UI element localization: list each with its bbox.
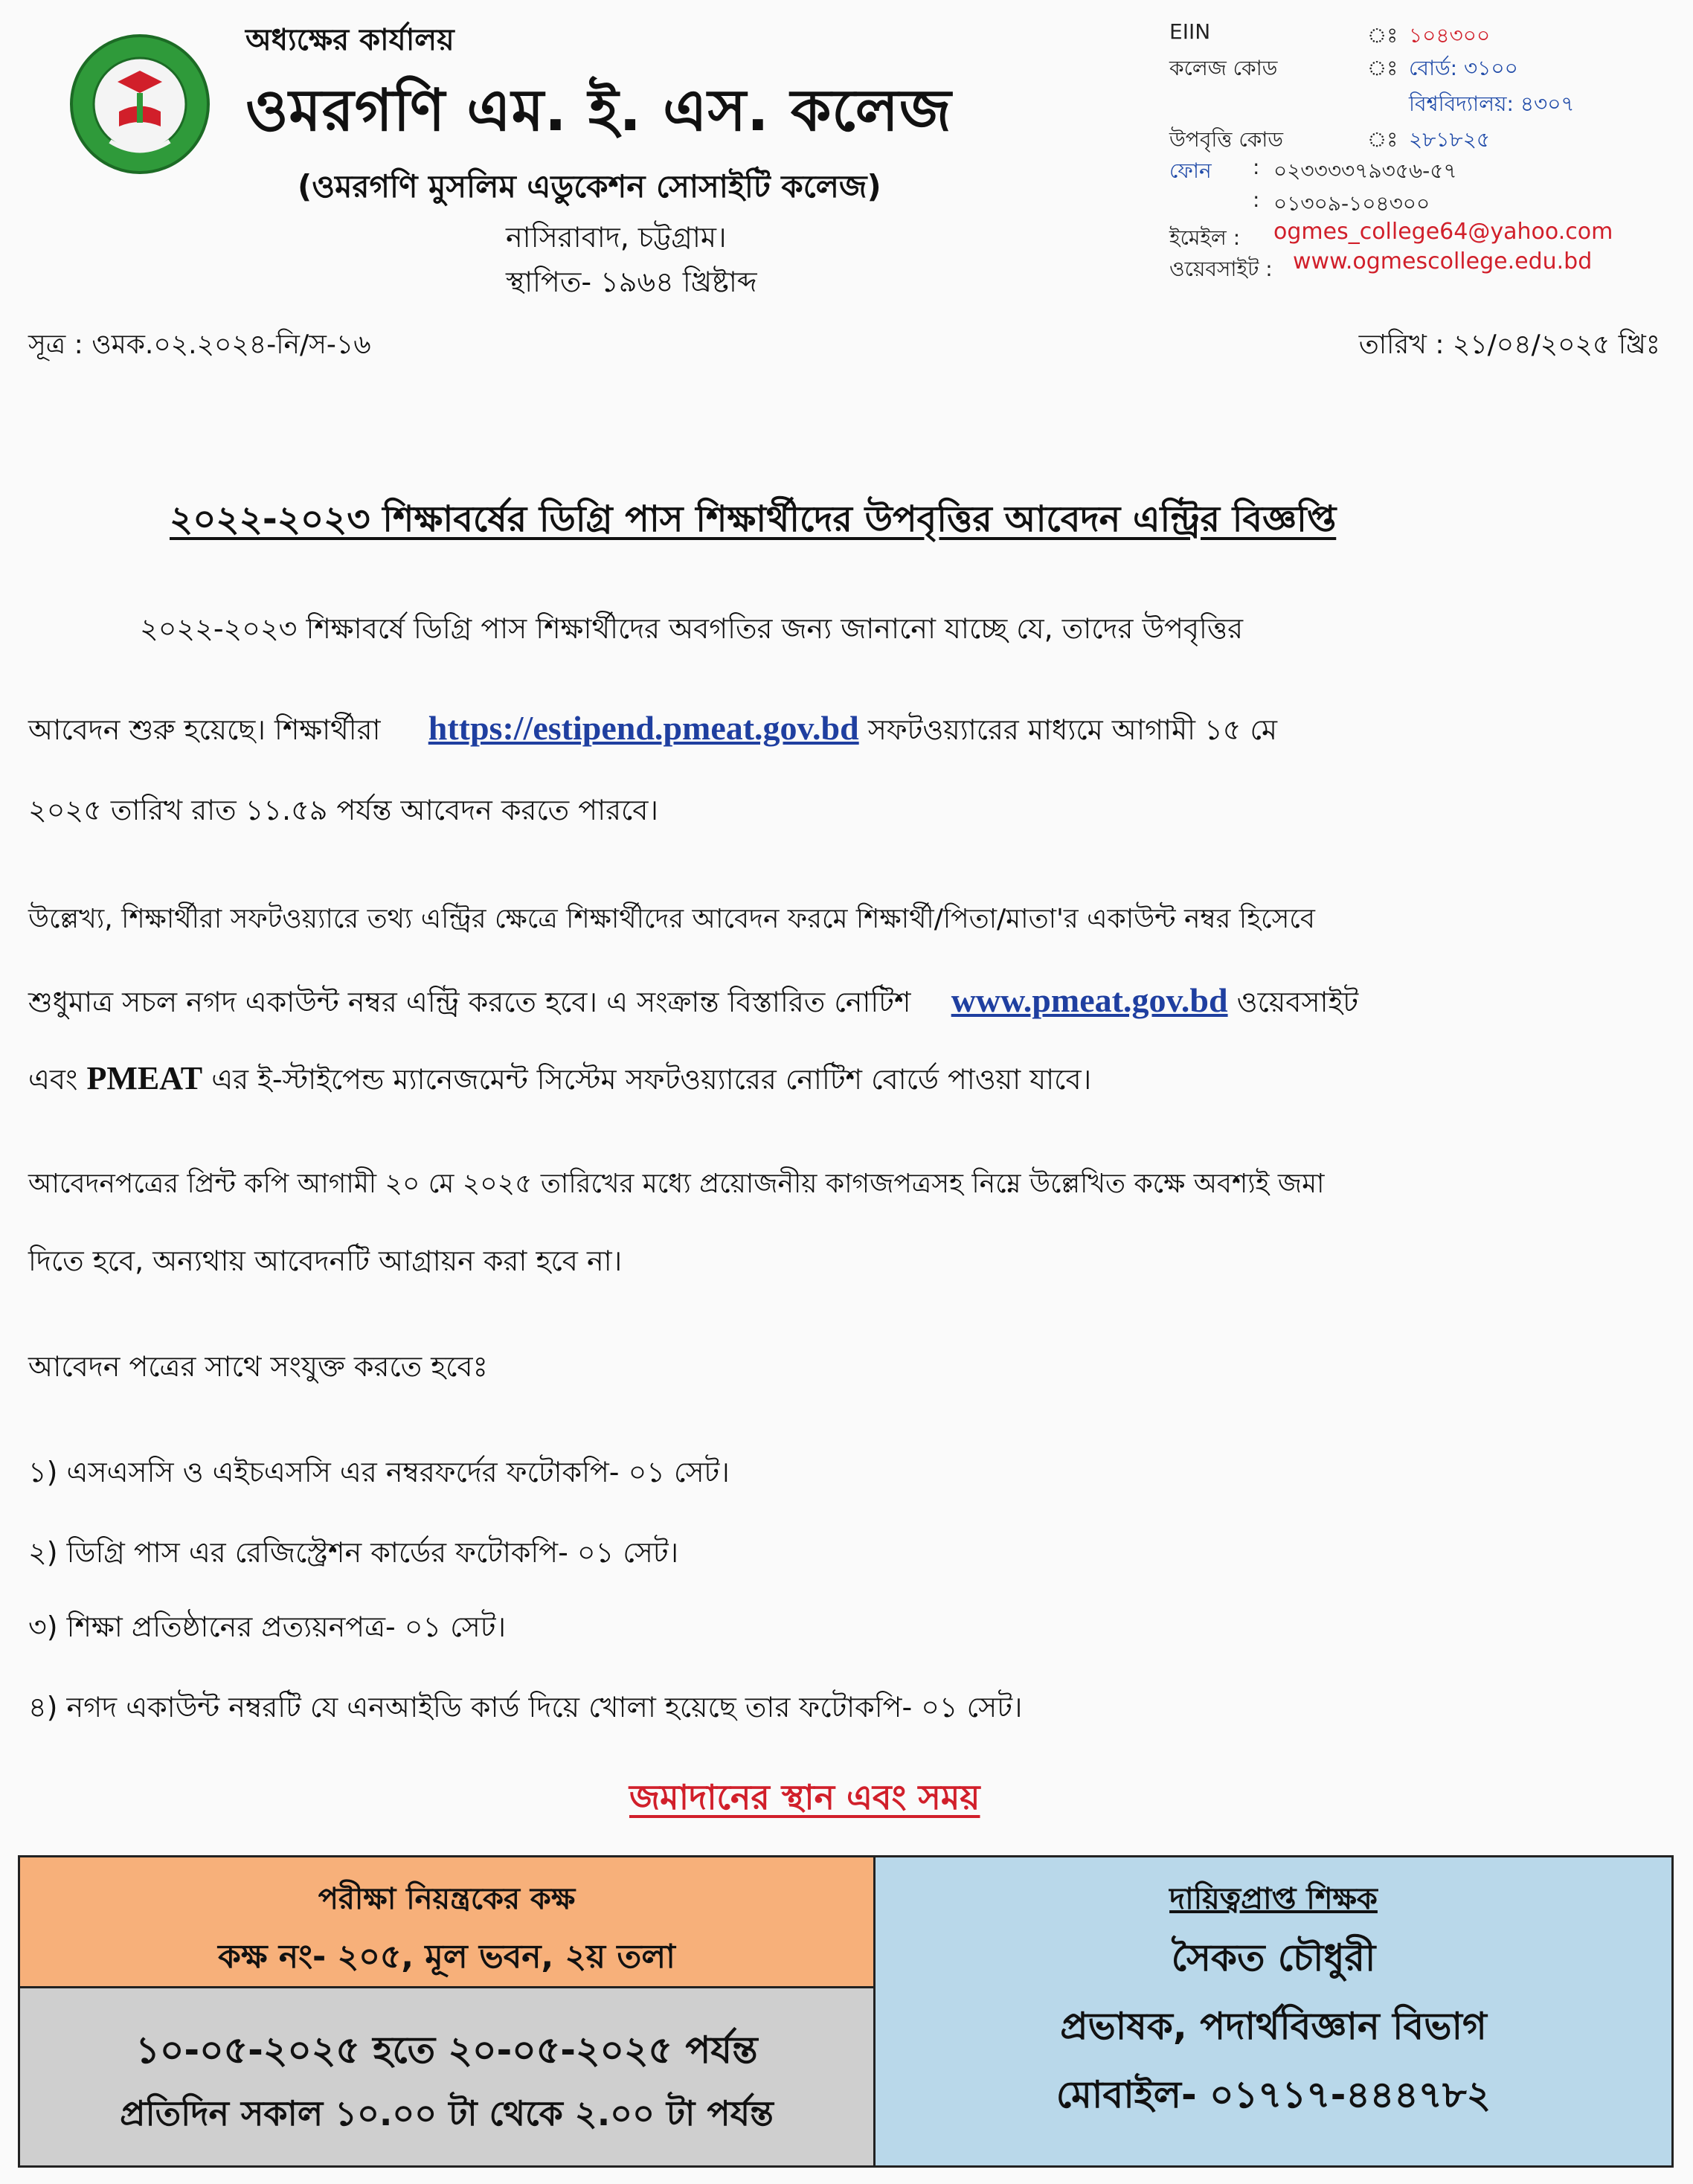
email-link[interactable]: ogmes_college64@yahoo.com: [1273, 219, 1613, 245]
teacher-name: সৈকত চৌধুরী: [1171, 1936, 1376, 1979]
paragraph-line: আবেদনপত্রের প্রিন্ট কপি আগামী ২০ মে ২০২৫ তারিখের মধ্যে প্রয়োজনীয় কাগজপত্রসহ নিম্নে উল্লেখিত কক্ষে অবশ্যই জমা: [28, 1169, 1325, 1199]
contact-info: [1169, 19, 1675, 287]
stipend-code-label: উপবৃত্তি কোড: [1169, 127, 1284, 152]
phone-1: ০২৩৩৩৩৭৯৩৫৬-৫৭: [1273, 158, 1457, 183]
separator: :: [1253, 187, 1260, 212]
office-title: অধ্যক্ষের কার্যালয়: [245, 23, 454, 57]
text-span: শুধুমাত্র সচল নগদ একাউন্ট নম্বর এন্ট্রি করতে হবে। এ সংক্রান্ত বিস্তারিত নোটিশ: [28, 986, 911, 1018]
time-cell: [20, 1988, 876, 2165]
text-span: সফটওয়্যারের মাধ্যমে আগামী ১৫ মে: [867, 713, 1278, 746]
teacher-cell: [876, 1857, 1671, 2165]
pmeat-link[interactable]: www.pmeat.gov.bd: [951, 981, 1228, 1019]
date-range: ১০-০৫-২০২৫ হতে ২০-০৫-২০২৫ পর্যন্ত: [135, 2029, 758, 2072]
established-text: স্থাপিত- ১৯৬৪ খ্রিষ্টাব্দ: [506, 266, 757, 298]
phone-2: ০১৩০৯-১০৪৩০০: [1273, 191, 1430, 216]
submission-table: [18, 1855, 1674, 2168]
college-logo: [65, 30, 214, 179]
room-title: পরীক্ষা নিয়ন্ত্রকের কক্ষ: [318, 1882, 576, 1916]
text-span: এবং: [28, 1063, 78, 1096]
board-code: বোর্ড: ৩১০০: [1409, 56, 1518, 80]
college-code-label: কলেজ কোড: [1169, 56, 1278, 80]
teacher-designation: প্রভাষক, পদার্থবিজ্ঞান বিভাগ: [1060, 2005, 1487, 2048]
phone-label: ফোন: [1169, 158, 1212, 183]
time-range: প্রতিদিন সকাল ১০.০০ টা থেকে ২.০০ টা পর্যন্ত: [120, 2093, 774, 2133]
room-cell: [20, 1857, 876, 1988]
eiin-label: EIIN: [1169, 19, 1211, 44]
pmeat-text: PMEAT: [86, 1060, 203, 1096]
notice-title: ২০২২-২০২৩ শিক্ষাবর্ষের ডিগ্রি পাস শিক্ষার্থীদের উপবৃত্তির আবেদন এন্ট্রির বিজ্ঞপ্তি: [170, 498, 1337, 540]
paragraph-line: [28, 983, 1665, 1018]
eiin-value: ১০৪৩০০: [1409, 23, 1491, 48]
list-item: ২) ডিগ্রি পাস এর রেজিস্ট্রেশন কার্ডের ফটোকপি- ০১ সেট।: [28, 1536, 679, 1569]
teacher-title: দায়িত্বপ্রাপ্ত শিক্ষক: [1169, 1882, 1378, 1916]
university-code: বিশ্ববিদ্যালয়: ৪৩০৭: [1409, 91, 1575, 116]
list-item: ৪) নগদ একাউন্ট নম্বরটি যে এনআইডি কার্ড দিয়ে খোলা হয়েছে তার ফটোকপি- ০১ সেট।: [28, 1691, 1023, 1724]
separator: ঃ: [1367, 56, 1398, 80]
paragraph-line: [28, 711, 1665, 745]
reference-number: সূত্র : ওমক.০২.২০২৪-নি/স-১৬: [28, 330, 371, 360]
paragraph-line: উল্লেখ্য, শিক্ষার্থীরা সফটওয়্যারে তথ্য এন্ট্রির ক্ষেত্রে শিক্ষার্থীদের আবেদন ফরমে শিক্ষার্থী/পিতা/মাতা'র একাউন্ট নম্বর হিসেবে: [28, 904, 1315, 934]
text-span: এর ই-স্টাইপেন্ড ম্যানেজমেন্ট সিস্টেম সফটওয়্যারের নোটিশ বোর্ডে পাওয়া যাবে।: [211, 1063, 1092, 1096]
stipend-code: ২৮১৮২৫: [1409, 127, 1491, 152]
submission-heading: জমাদানের স্থান এবং সময়: [629, 1777, 980, 1817]
college-address: নাসিরাবাদ, চট্টগ্রাম।: [506, 221, 727, 254]
notice-date: তারিখ : ২১/০৪/২০২৫ খ্রিঃ: [1358, 330, 1660, 360]
paragraph-line: ২০২৫ তারিখ রাত ১১.৫৯ পর্যন্ত আবেদন করতে পারবে।: [28, 794, 658, 826]
attachment-heading: আবেদন পত্রের সাথে সংযুক্ত করতে হবেঃ: [28, 1350, 488, 1383]
college-name: ওমরগণি এম. ই. এস. কলেজ: [245, 77, 952, 144]
separator: ঃ: [1367, 23, 1398, 48]
website-link[interactable]: www.ogmescollege.edu.bd: [1293, 248, 1593, 274]
teacher-mobile: মোবাইল- ০১৭১৭-৪৪৪৭৮২: [1056, 2073, 1491, 2116]
room-detail: কক্ষ নং- ২০৫, মূল ভবন, ২য় তলা: [218, 1938, 675, 1976]
text-span: ওয়েবসাইট: [1236, 986, 1359, 1018]
email-label: ইমেইল :: [1169, 225, 1241, 250]
paragraph-line: দিতে হবে, অন্যথায় আবেদনটি আগ্রায়ন করা হবে না।: [28, 1244, 623, 1277]
paragraph-line: ২০২২-২০২৩ শিক্ষাবর্ষে ডিগ্রি পাস শিক্ষার্থীদের অবগতির জন্য জানানো যাচ্ছে যে, তাদের উপবৃত্তির: [140, 612, 1243, 645]
paragraph-line: [28, 1062, 1665, 1095]
separator: ঃ: [1367, 127, 1398, 152]
society-name: (ওমরগণি মুসলিম এডুকেশন সোসাইটি কলেজ): [298, 168, 881, 205]
website-label: ওয়েবসাইট :: [1169, 257, 1273, 281]
estipend-link[interactable]: https://estipend.pmeat.gov.bd: [428, 709, 859, 747]
separator: :: [1253, 155, 1260, 179]
list-item: ১) এসএসসি ও এইচএসসি এর নম্বরফর্দের ফটোকপি- ০১ সেট।: [28, 1456, 730, 1488]
list-item: ৩) শিক্ষা প্রতিষ্ঠানের প্রত্যয়নপত্র- ০১ সেট।: [28, 1610, 507, 1643]
text-span: আবেদন শুরু হয়েছে। শিক্ষার্থীরা: [28, 713, 381, 746]
